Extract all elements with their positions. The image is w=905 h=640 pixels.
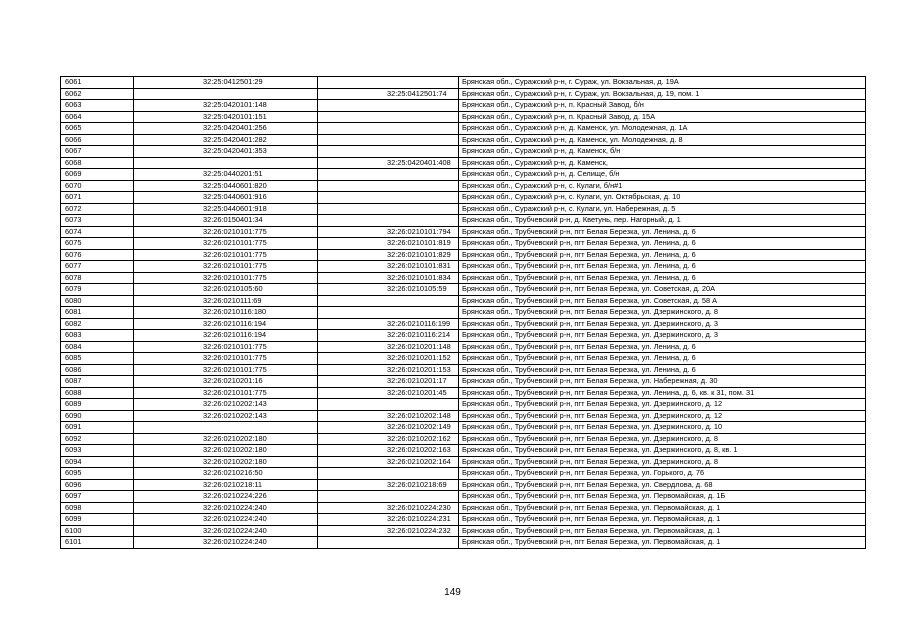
table-row xyxy=(61,353,866,365)
row-number-cell: 6090 xyxy=(61,410,134,422)
address-cell: Брянская обл., Суражский р-н, д. Селище, б/н xyxy=(459,169,866,181)
cadastral-number-cell: 32:25:0440601:916 xyxy=(134,192,318,204)
object-number-cell: 32:26:0210201:152 xyxy=(318,353,459,365)
object-number-cell: 32:26:0210101:834 xyxy=(318,272,459,284)
cadastral-number-cell: 32:25:0412501:29 xyxy=(134,77,318,89)
object-number-cell xyxy=(318,123,459,135)
table-row xyxy=(61,318,866,330)
cadastral-number-cell: 32:26:0210224:240 xyxy=(134,537,318,549)
address-cell: Брянская обл., Суражский р-н, д. Каменск, ул. Молодежная, д. 8 xyxy=(459,134,866,146)
address-cell: Брянская обл., Трубчевский р-н, пгт Белая Березка, ул. Первомайская, д. 1 xyxy=(459,537,866,549)
table-row xyxy=(61,272,866,284)
address-cell: Брянская обл., Трубчевский р-н, пгт Белая Березка, ул. Советская, д. 58 А xyxy=(459,295,866,307)
object-number-cell: 32:26:0210224:231 xyxy=(318,514,459,526)
object-number-cell: 32:26:0210201:45 xyxy=(318,387,459,399)
table-row xyxy=(61,514,866,526)
object-number-cell: 32:26:0210202:164 xyxy=(318,456,459,468)
object-number-cell xyxy=(318,192,459,204)
object-number-cell xyxy=(318,100,459,112)
object-number-cell: 32:26:0210105:59 xyxy=(318,284,459,296)
object-number-cell: 32:26:0210101:829 xyxy=(318,249,459,261)
object-number-cell xyxy=(318,307,459,319)
row-number-cell: 6092 xyxy=(61,433,134,445)
object-number-cell: 32:26:0210218:69 xyxy=(318,479,459,491)
table-row xyxy=(61,146,866,158)
object-number-cell: 32:26:0210202:148 xyxy=(318,410,459,422)
cadastral-number-cell: 32:26:0210116:194 xyxy=(134,330,318,342)
row-number-cell: 6094 xyxy=(61,456,134,468)
address-cell: Брянская обл., Трубчевский р-н, пгт Белая Березка, ул. Ленина, д. 6 xyxy=(459,353,866,365)
row-number-cell: 6075 xyxy=(61,238,134,250)
cadastral-number-cell: 32:26:0210101:775 xyxy=(134,238,318,250)
table-row xyxy=(61,249,866,261)
address-cell: Брянская обл., Суражский р-н, с. Кулаги, ул. Октябрьская, д. 10 xyxy=(459,192,866,204)
address-cell: Брянская обл., Трубчевский р-н, пгт Белая Березка, ул. Ленина, д. 6 xyxy=(459,364,866,376)
table-row xyxy=(61,422,866,434)
cadastral-number-cell xyxy=(134,157,318,169)
address-cell: Брянская обл., Трубчевский р-н, пгт Белая Березка, ул. Дзержинского, д. 12 xyxy=(459,399,866,411)
address-cell: Брянская обл., Трубчевский р-н, пгт Белая Березка, ул. Дзержинского, д. 10 xyxy=(459,422,866,434)
address-cell: Брянская обл., Трубчевский р-н, пгт Белая Березка, ул. Первомайская, д. 1 xyxy=(459,514,866,526)
cadastral-number-cell: 32:26:0210202:143 xyxy=(134,410,318,422)
row-number-cell: 6080 xyxy=(61,295,134,307)
row-number-cell: 6063 xyxy=(61,100,134,112)
object-number-cell xyxy=(318,111,459,123)
cadastral-number-cell: 32:26:0210202:180 xyxy=(134,445,318,457)
row-number-cell: 6101 xyxy=(61,537,134,549)
address-cell: Брянская обл., Суражский р-н, д. Каменск, б/н xyxy=(459,146,866,158)
cadastral-number-cell: 32:25:0420401:282 xyxy=(134,134,318,146)
object-number-cell: 32:26:0210101:831 xyxy=(318,261,459,273)
row-number-cell: 6072 xyxy=(61,203,134,215)
address-cell: Брянская обл., Трубчевский р-н, пгт Белая Березка, ул. Набережная, д. 30 xyxy=(459,376,866,388)
object-number-cell xyxy=(318,203,459,215)
row-number-cell: 6070 xyxy=(61,180,134,192)
cadastral-number-cell: 32:26:0210116:180 xyxy=(134,307,318,319)
cadastral-number-cell: 32:26:0210101:775 xyxy=(134,249,318,261)
object-number-cell xyxy=(318,180,459,192)
table-row xyxy=(61,399,866,411)
address-cell: Брянская обл., Трубчевский р-н, пгт Белая Березка, ул. Советская, д. 20А xyxy=(459,284,866,296)
table-row xyxy=(61,433,866,445)
cadastral-number-cell: 32:26:0210101:775 xyxy=(134,261,318,273)
object-number-cell: 32:25:0420401:408 xyxy=(318,157,459,169)
address-cell: Брянская обл., Трубчевский р-н, пгт Белая Березка, ул. Ленина, д. 6, кв. к 31, пом. 31 xyxy=(459,387,866,399)
row-number-cell: 6081 xyxy=(61,307,134,319)
object-number-cell xyxy=(318,537,459,549)
table-row xyxy=(61,307,866,319)
table-row xyxy=(61,295,866,307)
row-number-cell: 6062 xyxy=(61,88,134,100)
object-number-cell: 32:26:0210101:819 xyxy=(318,238,459,250)
address-cell: Брянская обл., Трубчевский р-н, пгт Белая Березка, ул. Дзержинского, д. 3 xyxy=(459,330,866,342)
table-row xyxy=(61,77,866,89)
row-number-cell: 6077 xyxy=(61,261,134,273)
cadastral-number-cell xyxy=(134,422,318,434)
table-row xyxy=(61,341,866,353)
address-cell: Брянская обл., Трубчевский р-н, пгт Белая Березка, ул. Ленина, д. 6 xyxy=(459,261,866,273)
object-number-cell: 32:26:0210201:17 xyxy=(318,376,459,388)
table-row xyxy=(61,387,866,399)
address-cell: Брянская обл., Суражский р-н, п. Красный Завод, б/н xyxy=(459,100,866,112)
address-cell: Брянская обл., Трубчевский р-н, пгт Белая Березка, ул. Ленина, д. 6 xyxy=(459,272,866,284)
table-row xyxy=(61,445,866,457)
cadastral-number-cell: 32:25:0440601:820 xyxy=(134,180,318,192)
cadastral-number-cell: 32:25:0440601:918 xyxy=(134,203,318,215)
table-row xyxy=(61,502,866,514)
row-number-cell: 6089 xyxy=(61,399,134,411)
row-number-cell: 6071 xyxy=(61,192,134,204)
cadastral-number-cell xyxy=(134,88,318,100)
object-number-cell: 32:26:0210224:230 xyxy=(318,502,459,514)
address-cell: Брянская обл., Суражский р-н, с. Кулаги, б/н#1 xyxy=(459,180,866,192)
row-number-cell: 6096 xyxy=(61,479,134,491)
cadastral-number-cell: 32:25:0440201:51 xyxy=(134,169,318,181)
table-row xyxy=(61,456,866,468)
table-row xyxy=(61,525,866,537)
row-number-cell: 6085 xyxy=(61,353,134,365)
row-number-cell: 6067 xyxy=(61,146,134,158)
table-row xyxy=(61,192,866,204)
cadastral-number-cell: 32:25:0420101:151 xyxy=(134,111,318,123)
cadastral-number-cell: 32:26:0210216:50 xyxy=(134,468,318,480)
table-row xyxy=(61,491,866,503)
address-cell: Брянская обл., Суражский р-н, д. Каменск, ул. Молодежная, д. 1А xyxy=(459,123,866,135)
object-number-cell: 32:26:0210101:794 xyxy=(318,226,459,238)
cadastral-number-cell: 32:26:0210111:69 xyxy=(134,295,318,307)
object-number-cell: 32:25:0412501:74 xyxy=(318,88,459,100)
cadastral-number-cell: 32:26:0210101:775 xyxy=(134,387,318,399)
cadastral-number-cell: 32:26:0210202:180 xyxy=(134,456,318,468)
object-number-cell: 32:26:0210201:148 xyxy=(318,341,459,353)
row-number-cell: 6064 xyxy=(61,111,134,123)
object-number-cell: 32:26:0210202:162 xyxy=(318,433,459,445)
registry-table-body xyxy=(61,77,866,549)
address-cell: Брянская обл., Суражский р-н, п. Красный Завод, д. 15А xyxy=(459,111,866,123)
address-cell: Брянская обл., Трубчевский р-н, пгт Белая Березка, ул. Дзержинского, д. 12 xyxy=(459,410,866,422)
row-number-cell: 6061 xyxy=(61,77,134,89)
address-cell: Брянская обл., Трубчевский р-н, пгт Белая Березка, ул. Первомайская, д. 1Б xyxy=(459,491,866,503)
cadastral-number-cell: 32:26:0210105:60 xyxy=(134,284,318,296)
object-number-cell xyxy=(318,77,459,89)
address-cell: Брянская обл., Трубчевский р-н, пгт Белая Березка, ул. Ленина, д. 6 xyxy=(459,341,866,353)
cadastral-number-cell: 32:26:0210224:226 xyxy=(134,491,318,503)
row-number-cell: 6091 xyxy=(61,422,134,434)
cadastral-number-cell: 32:26:0210218:11 xyxy=(134,479,318,491)
table-row xyxy=(61,284,866,296)
table-row xyxy=(61,261,866,273)
object-number-cell xyxy=(318,134,459,146)
cadastral-number-cell: 32:26:0210224:240 xyxy=(134,525,318,537)
cadastral-number-cell: 32:26:0210101:775 xyxy=(134,341,318,353)
cadastral-number-cell: 32:26:0210224:240 xyxy=(134,514,318,526)
table-row xyxy=(61,169,866,181)
table-row xyxy=(61,226,866,238)
row-number-cell: 6076 xyxy=(61,249,134,261)
object-number-cell xyxy=(318,491,459,503)
address-cell: Брянская обл., Трубчевский р-н, пгт Белая Березка, ул. Первомайская, д. 1 xyxy=(459,525,866,537)
row-number-cell: 6087 xyxy=(61,376,134,388)
cadastral-number-cell: 32:26:0210116:194 xyxy=(134,318,318,330)
cadastral-number-cell: 32:26:0210224:240 xyxy=(134,502,318,514)
cadastral-number-cell: 32:26:0210101:775 xyxy=(134,364,318,376)
object-number-cell xyxy=(318,215,459,227)
address-cell: Брянская обл., Суражский р-н, г. Сураж, ул. Вокзальная, д. 19, пом. 1 xyxy=(459,88,866,100)
cadastral-number-cell: 32:26:0210101:775 xyxy=(134,353,318,365)
cadastral-number-cell: 32:26:0210101:775 xyxy=(134,226,318,238)
cadastral-number-cell: 32:25:0420101:148 xyxy=(134,100,318,112)
cadastral-number-cell: 32:25:0420401:256 xyxy=(134,123,318,135)
address-cell: Брянская обл., Трубчевский р-н, пгт Белая Березка, ул. Первомайская, д. 1 xyxy=(459,502,866,514)
table-row xyxy=(61,215,866,227)
row-number-cell: 6066 xyxy=(61,134,134,146)
object-number-cell xyxy=(318,399,459,411)
address-cell: Брянская обл., Трубчевский р-н, пгт Белая Березка, ул. Дзержинского, д. 3 xyxy=(459,318,866,330)
row-number-cell: 6068 xyxy=(61,157,134,169)
row-number-cell: 6065 xyxy=(61,123,134,135)
table-row xyxy=(61,479,866,491)
table-row xyxy=(61,203,866,215)
address-cell: Брянская обл., Трубчевский р-н, д. Кветунь, пер. Нагорный, д. 1 xyxy=(459,215,866,227)
address-cell: Брянская обл., Трубчевский р-н, пгт Белая Березка, ул. Ленина, д. 6 xyxy=(459,249,866,261)
object-number-cell: 32:26:0210202:163 xyxy=(318,445,459,457)
address-cell: Брянская обл., Трубчевский р-н, пгт Белая Березка, ул. Горького, д. 76 xyxy=(459,468,866,480)
row-number-cell: 6083 xyxy=(61,330,134,342)
table-row xyxy=(61,123,866,135)
table-row xyxy=(61,238,866,250)
object-number-cell: 32:26:0210202:149 xyxy=(318,422,459,434)
row-number-cell: 6073 xyxy=(61,215,134,227)
address-cell: Брянская обл., Трубчевский р-н, пгт Белая Березка, ул. Дзержинского, д. 8 xyxy=(459,456,866,468)
table-row xyxy=(61,134,866,146)
cadastral-number-cell: 32:25:0420401:353 xyxy=(134,146,318,158)
table-row xyxy=(61,364,866,376)
object-number-cell: 32:26:0210116:214 xyxy=(318,330,459,342)
row-number-cell: 6082 xyxy=(61,318,134,330)
object-number-cell: 32:26:0210201:153 xyxy=(318,364,459,376)
address-cell: Брянская обл., Трубчевский р-н, пгт Белая Березка, ул. Дзержинского, д. 8 xyxy=(459,307,866,319)
cadastral-number-cell: 32:26:0210202:143 xyxy=(134,399,318,411)
row-number-cell: 6099 xyxy=(61,514,134,526)
table-row xyxy=(61,111,866,123)
address-cell: Брянская обл., Суражский р-н, д. Каменск, xyxy=(459,157,866,169)
table-row xyxy=(61,376,866,388)
cadastral-number-cell: 32:26:0210201:16 xyxy=(134,376,318,388)
address-cell: Брянская обл., Трубчевский р-н, пгт Белая Березка, ул. Ленина, д. 6 xyxy=(459,226,866,238)
row-number-cell: 6100 xyxy=(61,525,134,537)
cadastral-number-cell: 32:26:0210202:180 xyxy=(134,433,318,445)
row-number-cell: 6097 xyxy=(61,491,134,503)
row-number-cell: 6078 xyxy=(61,272,134,284)
page-number: 149 xyxy=(444,587,461,598)
object-number-cell xyxy=(318,146,459,158)
registry-table xyxy=(60,76,866,549)
row-number-cell: 6093 xyxy=(61,445,134,457)
row-number-cell: 6084 xyxy=(61,341,134,353)
table-row xyxy=(61,330,866,342)
row-number-cell: 6095 xyxy=(61,468,134,480)
cadastral-number-cell: 32:26:0150401:34 xyxy=(134,215,318,227)
object-number-cell xyxy=(318,468,459,480)
row-number-cell: 6088 xyxy=(61,387,134,399)
row-number-cell: 6079 xyxy=(61,284,134,296)
table-row xyxy=(61,180,866,192)
address-cell: Брянская обл., Трубчевский р-н, пгт Белая Березка, ул. Ленина, д. 6 xyxy=(459,238,866,250)
table-row xyxy=(61,88,866,100)
table-row xyxy=(61,537,866,549)
table-row xyxy=(61,100,866,112)
object-number-cell xyxy=(318,295,459,307)
address-cell: Брянская обл., Трубчевский р-н, пгт Белая Березка, ул. Дзержинского, д. 8 xyxy=(459,433,866,445)
object-number-cell: 32:26:0210116:199 xyxy=(318,318,459,330)
cadastral-number-cell: 32:26:0210101:775 xyxy=(134,272,318,284)
address-cell: Брянская обл., Суражский р-н, с. Кулаги, ул. Набережная, д. 5 xyxy=(459,203,866,215)
address-cell: Брянская обл., Трубчевский р-н, пгт Белая Березка, ул. Дзержинского, д. 8, кв. 1 xyxy=(459,445,866,457)
address-cell: Брянская обл., Трубчевский р-н, пгт Белая Березка, ул. Свердлова, д. 68 xyxy=(459,479,866,491)
row-number-cell: 6098 xyxy=(61,502,134,514)
object-number-cell: 32:26:0210224:232 xyxy=(318,525,459,537)
table-row xyxy=(61,468,866,480)
table-row xyxy=(61,410,866,422)
row-number-cell: 6086 xyxy=(61,364,134,376)
row-number-cell: 6074 xyxy=(61,226,134,238)
row-number-cell: 6069 xyxy=(61,169,134,181)
table-row xyxy=(61,157,866,169)
address-cell: Брянская обл., Суражский р-н, г. Сураж, ул. Вокзальная, д. 19А xyxy=(459,77,866,89)
object-number-cell xyxy=(318,169,459,181)
